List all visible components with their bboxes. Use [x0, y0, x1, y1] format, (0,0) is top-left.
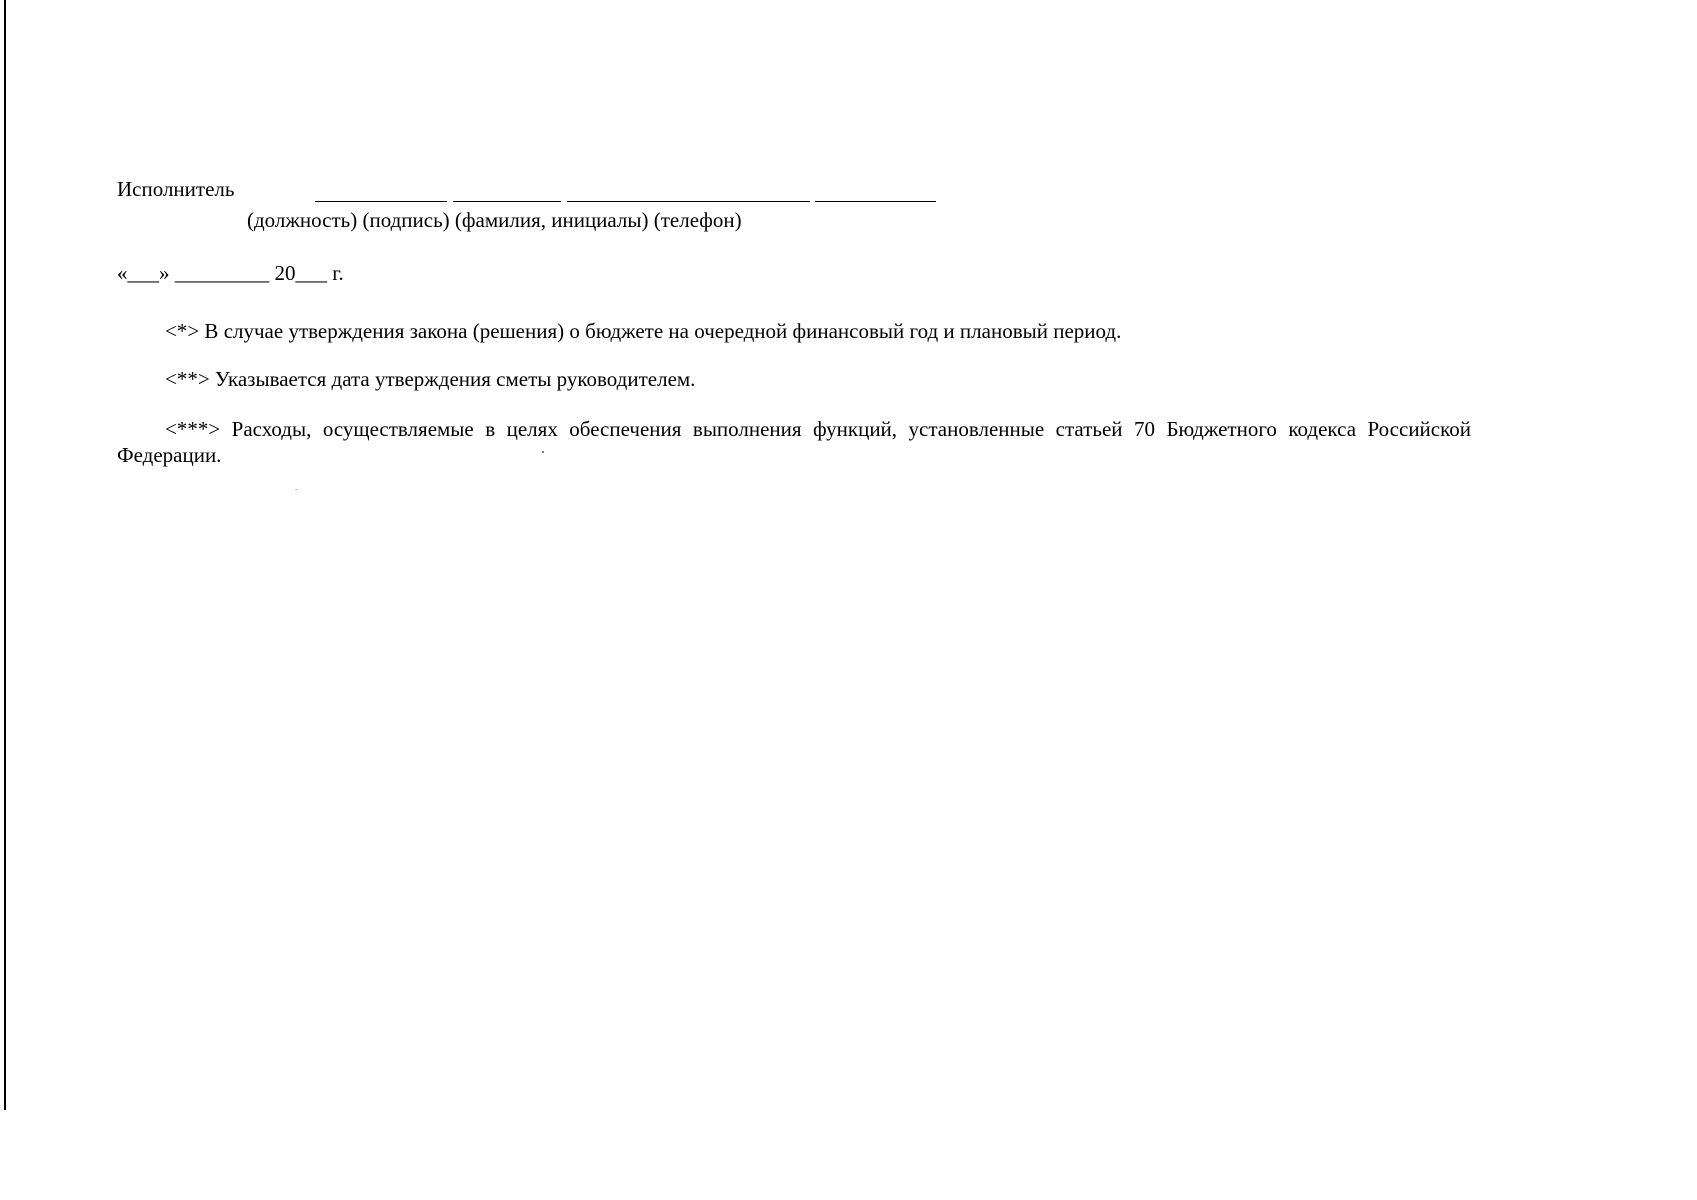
date-line: «___» _________ 20___ г.: [117, 261, 344, 285]
position-signature-line: [315, 201, 447, 202]
footnote-2: <**> Указывается дата утверждения сметы руководителем.: [165, 367, 696, 391]
signature-line: [453, 201, 561, 202]
signature-caption: (должность) (подпись) (фамилия, инициалы) (телефон): [247, 208, 742, 232]
name-signature-line: [567, 201, 810, 202]
scan-speck: [542, 451, 544, 453]
page-left-border: [4, 0, 6, 1110]
footnote-1: <*> В случае утверждения закона (решения) о бюджете на очередной финансовый год и плановый период.: [165, 319, 1122, 343]
executor-label: Исполнитель: [117, 177, 235, 201]
footnote-3: <***> Расходы, осуществляемые в целях обеспечения выполнения функций, установленные статьей 70 Бюджетного кодекса Российской Федерации.: [117, 417, 1471, 467]
scan-speck: [295, 489, 298, 490]
phone-signature-line: [815, 201, 936, 202]
